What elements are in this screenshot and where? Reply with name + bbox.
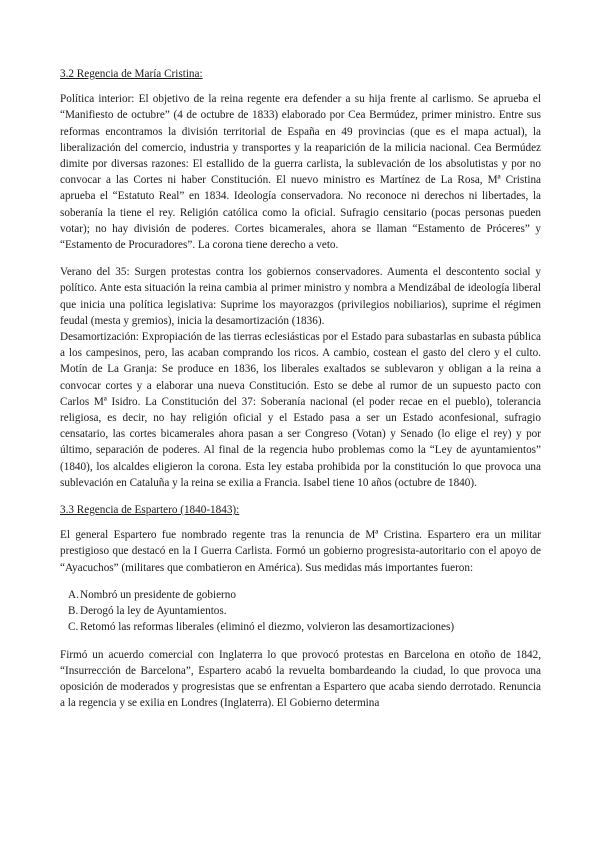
paragraph: Política interior: El objetivo de la reina regente era defender a su hija frente al carlismo. Se aprueba el “Manifiesto de octubre” (4 de octubre de 1833) elaborado por Cea Bermúdez, primer ministro. Entre sus reformas encontramos la división territorial de España en 49 provincias (que es el mapa actual), la liberalización del comercio, industria y transportes y la reaparición de la milicia nacional. Cea Bermúdez dimite por diversas razones: El estallido de la guerra carlista, la sublevación de los absolutistas y por no convocar a las Cortes ni haber Constitución. El nuevo ministro es Martínez de La Rosa, Mª Cristina aprueba el “Estatuto Real” en 1834. Ideología conservadora. No reconoce ni derechos ni libertades, la soberanía la tiene el rey. Religión católica como la oficial. Sufragio censitario (pocas personas pueden votar); no hay división de poderes. Cortes bicamerales, ahora se llaman “Estamento de Próceres” y “Estamento de Procuradores”. La corona tiene derecho a veto. (60, 93, 541, 252)
list-item-text: Retomó las reformas liberales (eliminó el diezmo, volvieron las desamortizaciones) (80, 621, 455, 634)
list-marker: A. (68, 588, 79, 601)
list-marker: C. (68, 621, 79, 634)
measures-list (60, 587, 541, 636)
paragraph: Firmó un acuerdo comercial con Inglaterra lo que provocó protestas en Barcelona en otoño de 1842, “Insurrección de Barcelona”, Espartero acabó la revuelta bombardeando la ciudad, lo que provoca una oposición de moderados y progresistas que se enfrentan a Espartero que acaba siendo derrotado. Renuncia a la regencia y se exilia en Londres (Inglaterra). El Gobierno determina (60, 648, 541, 710)
list-item (60, 619, 541, 635)
list-item-text: Derogó la ley de Ayuntamientos. (80, 605, 227, 618)
page-content (60, 66, 541, 711)
paragraph: Verano del 35: Surgen protestas contra los gobiernos conservadores. Aumenta el descontento social y político. Ante esta situación la reina cambia al primer ministro y nombra a Mendizábal de ideología liberal que inicia una política legislativa: Suprime los mayorazgos (privilegios nobiliarios), suprime el régimen feudal (mesta y gremios), inicia la desamortización (1836). (60, 266, 541, 327)
list-marker: B. (68, 605, 79, 618)
list-item (60, 603, 541, 619)
paragraph: El general Espartero fue nombrado regente tras la renuncia de Mª Cristina. Espartero era un militar prestigioso que destacó en la I Guerra Carlista. Formó un gobierno progresista-autoritario con el apoyo de “Ayacuchos” (militares que combatieron en América). Sus medidas más importantes fueron: (60, 529, 541, 574)
list-item-text: Nombró un presidente de gobierno (80, 588, 236, 601)
list-item (60, 587, 541, 603)
section-heading: 3.3 Regencia de Espartero (1840-1843): (60, 504, 240, 517)
section-heading: 3.2 Regencia de María Cristina: (60, 68, 203, 80)
paragraph: Desamortización: Expropiación de las tierras eclesiásticas por el Estado para subastarlas en subasta pública a los campesinos, pero, las acaban comprando los ricos. A cambio, costean el gasto del clero y el culto. Motín de La Granja: Se produce en 1836, los liberales exaltados se sublevaron y obligan a la reina a convocar cortes y a elaborar una nueva Constitución. Esto se debe al rumor de un supuesto pacto con Carlos Mª Isidro. La Constitución del 37: Soberanía nacional (el poder recae en el pueblo), tolerancia religiosa, es decir, no hay religión oficial y el Estado pasa a ser un Estado aconfesional, sufragio censatario, las cortes bicamerales ahora pasan a ser Congreso (Votan) y Senado (lo elige el rey) y por último, separación de poderes. Al final de la regencia hubo problemas como la “Ley de ayuntamientos” (1840), los alcaldes eligieron la corona. Esta ley estaba prohibida por la constitución lo que provoca una sublevación en Cataluña y la reina se exilia a Francia. Isabel tiene 10 años (octubre de 1840). (60, 331, 541, 489)
